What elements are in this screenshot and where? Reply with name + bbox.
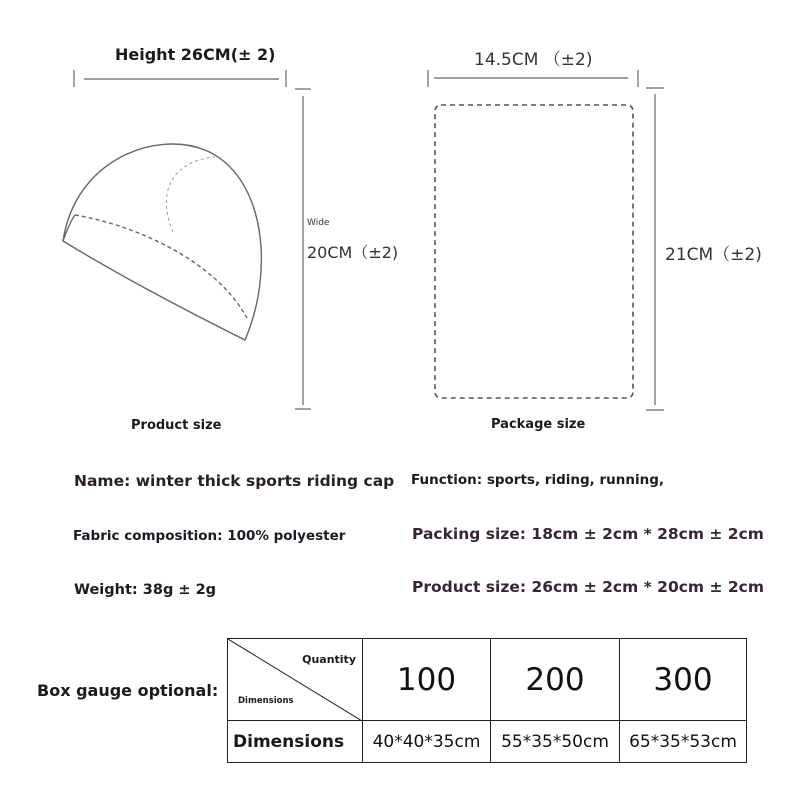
header-dimensions: Dimensions — [238, 696, 294, 706]
product-height-dimension-line — [74, 70, 286, 87]
package-width-dimension-line — [428, 70, 638, 87]
package-outline — [435, 105, 633, 398]
spec-packing-size: Packing size: 18cm ± 2cm * 28cm ± 2cm — [412, 525, 764, 543]
quantity-cell: 300 — [620, 639, 747, 721]
spec-function: Function: sports, riding, running, — [411, 472, 664, 488]
package-width-label: 14.5CM （±2) — [474, 50, 593, 70]
product-wide-label: Wide — [307, 218, 330, 228]
package-height-dimension-line — [646, 88, 664, 410]
dimension-cell: 65*35*53cm — [620, 721, 747, 763]
dimensions-row-label: Dimensions — [228, 721, 363, 763]
diagonal-divider — [228, 639, 362, 721]
product-height-label: Height 26CM(± 2) — [115, 45, 276, 64]
package-height-label: 21CM（±2) — [665, 245, 762, 265]
cap-illustration — [63, 144, 261, 340]
package-size-caption: Package size — [491, 417, 586, 432]
dimension-cell: 40*40*35cm — [363, 721, 491, 763]
diagonal-header-cell — [228, 639, 363, 721]
dimension-cell: 55*35*50cm — [491, 721, 620, 763]
product-size-caption: Product size — [131, 418, 222, 433]
box-gauge-label: Box gauge optional: — [37, 681, 219, 700]
spec-product-size: Product size: 26cm ± 2cm * 20cm ± 2cm — [412, 578, 764, 596]
spec-fabric: Fabric composition: 100% polyester — [73, 528, 346, 544]
package-diagram — [420, 60, 670, 420]
product-diagram — [55, 60, 315, 420]
table-row — [228, 639, 747, 721]
spec-name: Name: winter thick sports riding cap — [74, 472, 395, 490]
quantity-cell: 200 — [491, 639, 620, 721]
quantity-cell: 100 — [363, 639, 491, 721]
header-quantity: Quantity — [302, 653, 356, 666]
product-width-label: 20CM（±2) — [307, 243, 399, 262]
spec-weight: Weight: 38g ± 2g — [74, 582, 217, 598]
box-gauge-table — [227, 638, 747, 763]
table-row — [228, 721, 747, 763]
